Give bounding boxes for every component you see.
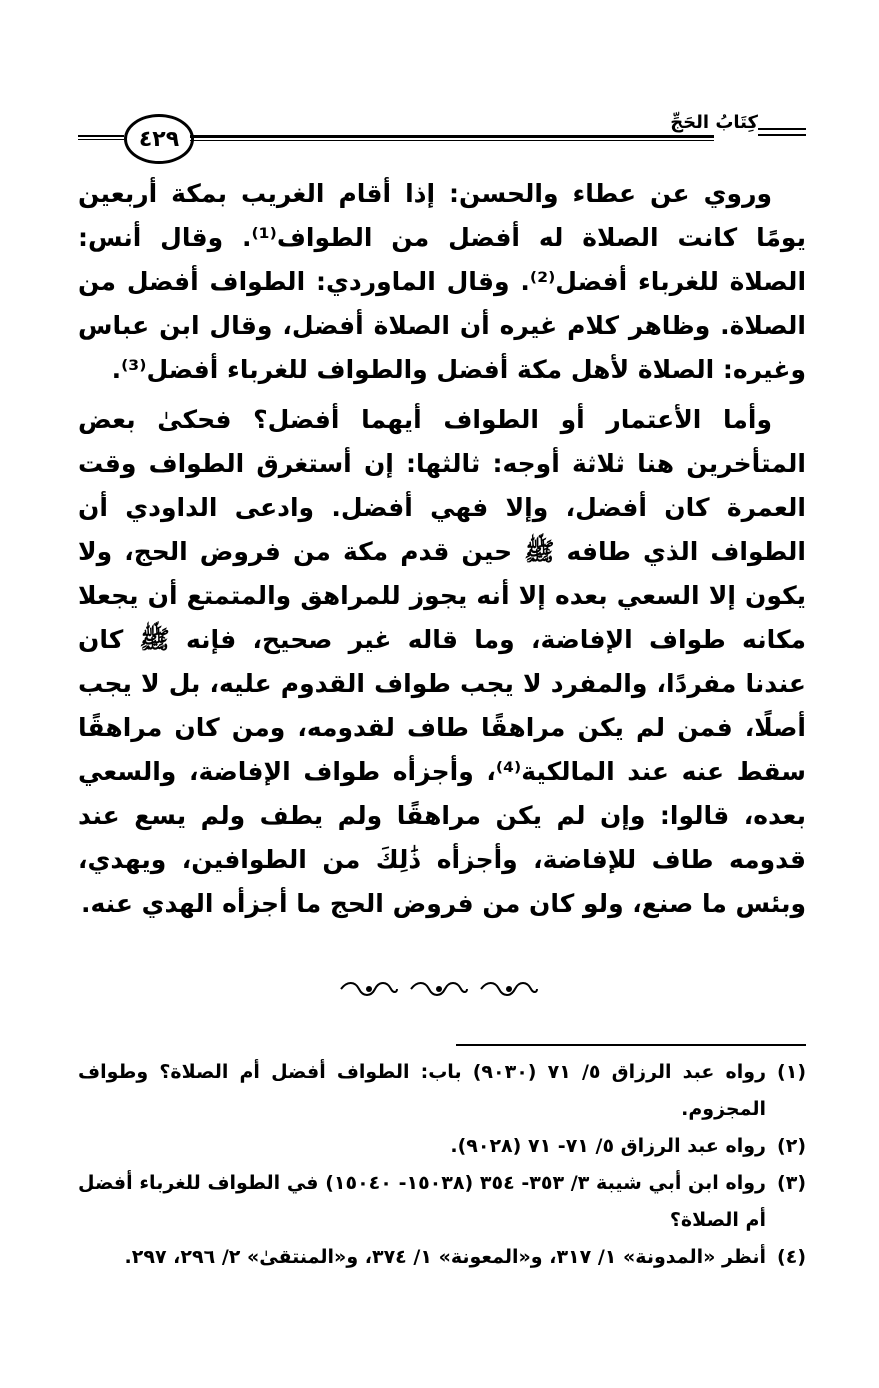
footnote-mark: (٢) <box>777 1135 806 1157</box>
footnote-4 <box>78 1239 806 1276</box>
footnote-1 <box>78 1054 806 1128</box>
footnote-text: رواه عبد الرزاق ٥/ ٧١ (٩٠٣٠) باب: الطواف أفضل أم الصلاة؟ وطواف المجزوم. <box>78 1061 767 1120</box>
footnote-mark: (٣) <box>777 1172 806 1194</box>
footnote-text: رواه عبد الرزاق ٥/ ٧١- ٧١ (٩٠٢٨). <box>450 1135 766 1157</box>
main-text <box>78 172 806 926</box>
footnote-text: أنظر «المدونة» ١/ ٣١٧، و«المعونة» ١/ ٣٧٤، و«المنتقىٰ» ٢/ ٢٩٦، ٢٩٧. <box>124 1246 766 1268</box>
footnote-3 <box>78 1165 806 1239</box>
header-rule-left-thin <box>78 139 124 140</box>
header-rule-right <box>758 128 806 130</box>
ornament-flourish-icon <box>339 979 399 999</box>
running-head: كِتَابُ الحَجِّ <box>670 112 758 133</box>
header-rule-right-second <box>758 134 806 136</box>
ornament-flourish-icon <box>409 979 469 999</box>
footnote-mark: (٤) <box>777 1246 806 1268</box>
header-rule-left <box>78 135 124 137</box>
page-number: ٤٢٩ <box>124 114 194 164</box>
paragraph-2: وأما الأعتمار أو الطواف أيهما أفضل؟ فحكىٰ بعض المتأخرين هنا ثلاثة أوجه: ثالثها: إن أستغرق الطواف وقت العمرة كان أفضل، وإلا فهي أفضل. وادعى الداودي أن الطواف الذي طافه ﷺ حين قدم مكة من فروض الحج، ولا يكون إلا السعي بعده إلا أنه يجوز للمراهق والمتمتع أن يجعلا مكانه طواف الإفاضة، وما قاله غير صحيح، فإنه ﷺ كان عندنا مفردًا، والمفرد لا يجب طواف القدوم عليه، بل لا يجب أصلًا، فمن لم يكن مراهقًا طاف لقدومه، ومن كان مراهقًا سقط عنه عند المالكية⁽⁴⁾، وأجزأه طواف الإفاضة، والسعي بعده، قالوا: وإن لم يكن مراهقًا ولم يطف ولم يسع عند قدومه طاف للإفاضة، وأجزأه ذَٰلِكَ من الطوافين، ويهدي، وبئس ما صنع، ولو كان من فروض الحج ما أجزأه الهدي عنه. <box>78 405 806 918</box>
footnote-separator <box>456 1044 806 1046</box>
section-ornament <box>339 978 539 1000</box>
footnotes <box>78 1054 806 1276</box>
header-rule-main-thin <box>190 140 714 141</box>
footnote-text: رواه ابن أبي شيبة ٣/ ٣٥٣- ٣٥٤ (١٥٠٣٨- ١٥٠٤٠) في الطواف للغرباء أفضل أم الصلاة؟ <box>78 1172 766 1231</box>
footnote-2 <box>78 1128 806 1165</box>
ornament-flourish-icon <box>479 979 539 999</box>
page-header <box>78 108 806 158</box>
footnote-mark: (١) <box>777 1061 806 1083</box>
header-rule-main <box>190 135 714 138</box>
paragraph-1: وروي عن عطاء والحسن: إذا أقام الغريب بمكة أربعين يومًا كانت الصلاة له أفضل من الطواف⁽¹⁾. وقال أنس: الصلاة للغرباء أفضل⁽²⁾. وقال الماوردي: الطواف أفضل من الصلاة. وظاهر كلام غيره أن الصلاة أفضل، وقال ابن عباس وغيره: الصلاة لأهل مكة أفضل والطواف للغرباء أفضل⁽³⁾. <box>78 179 807 384</box>
